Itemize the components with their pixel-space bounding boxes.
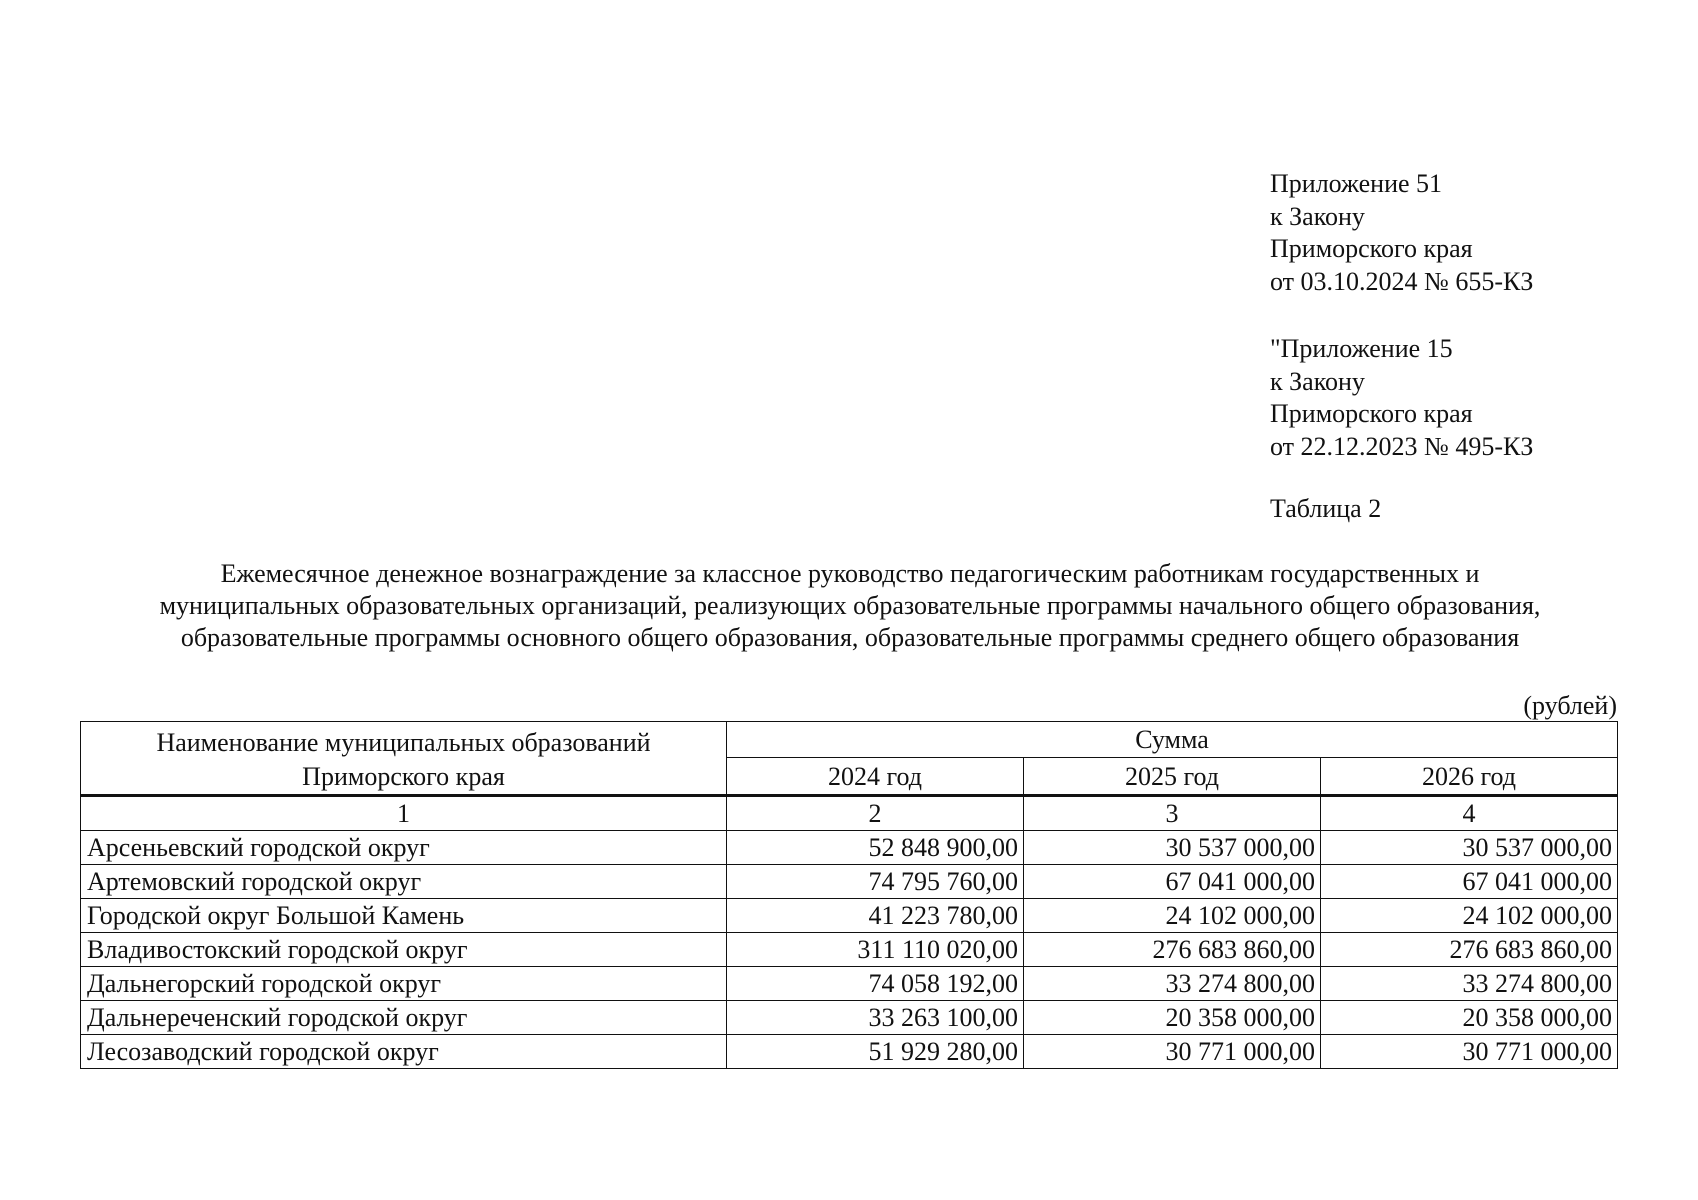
annex-line: от 03.10.2024 № 655-КЗ	[1270, 266, 1534, 296]
title-line: Ежемесячное денежное вознаграждение за классное руководство педагогическим работникам государственных и	[220, 559, 1480, 588]
annex-line: Приложение 51	[1270, 169, 1443, 198]
table-label: Таблица 2	[1270, 494, 1382, 523]
municipality-name: Дальнегорский городской округ	[81, 967, 727, 1001]
amount-2026: 276 683 860,00	[1321, 933, 1618, 967]
amount-2024: 74 795 760,00	[727, 865, 1024, 899]
table-row	[81, 1035, 1618, 1069]
annex-line: к Закону	[1270, 366, 1365, 396]
municipality-name: Владивостокский городской округ	[81, 933, 727, 967]
amount-2025: 67 041 000,00	[1024, 865, 1321, 899]
header-name-line: Приморского края	[302, 762, 505, 791]
table-row	[81, 865, 1618, 899]
annex-line: "Приложение 15	[1270, 334, 1453, 363]
amount-2026: 30 537 000,00	[1321, 831, 1618, 865]
amount-2024: 51 929 280,00	[727, 1035, 1024, 1069]
amount-2025: 24 102 000,00	[1024, 899, 1321, 933]
title-line: образовательные программы основного общего образования, образовательные программы среднего общего образования	[180, 623, 1520, 652]
header-name-line: Наименование муниципальных образований	[156, 728, 651, 757]
amount-2024: 74 058 192,00	[727, 967, 1024, 1001]
header-year-2025: 2025 год	[1024, 758, 1321, 796]
column-number: 4	[1321, 796, 1618, 831]
amount-2025: 20 358 000,00	[1024, 1001, 1321, 1035]
title-line: муниципальных образовательных организаций, реализующих образовательные программы начального общего образования,	[159, 591, 1541, 620]
annex-line: от 22.12.2023 № 495-КЗ	[1270, 431, 1534, 461]
column-number: 3	[1024, 796, 1321, 831]
municipality-name: Городской округ Большой Камень	[81, 899, 727, 933]
allocation-table	[80, 721, 1618, 1069]
table-row	[81, 933, 1618, 967]
municipality-name: Дальнереченский городской округ	[81, 1001, 727, 1035]
annex-original-reference	[1270, 333, 1650, 463]
amount-2024: 52 848 900,00	[727, 831, 1024, 865]
annex-line: Приморского края	[1270, 399, 1473, 428]
column-number-row	[81, 796, 1618, 831]
amount-2026: 30 771 000,00	[1321, 1035, 1618, 1069]
amount-2025: 33 274 800,00	[1024, 967, 1321, 1001]
annex-line: к Закону	[1270, 201, 1365, 231]
annex-current-reference	[1270, 168, 1650, 298]
annex-line: Приморского края	[1270, 234, 1473, 263]
municipality-name: Арсеньевский городской округ	[81, 831, 727, 865]
amount-2025: 30 771 000,00	[1024, 1035, 1321, 1069]
municipality-name: Лесозаводский городской округ	[81, 1035, 727, 1069]
table-row	[81, 831, 1618, 865]
amount-2026: 67 041 000,00	[1321, 865, 1618, 899]
amount-2024: 33 263 100,00	[727, 1001, 1024, 1035]
amount-2024: 311 110 020,00	[727, 933, 1024, 967]
amount-2026: 24 102 000,00	[1321, 899, 1618, 933]
header-year-2026: 2026 год	[1321, 758, 1618, 796]
column-number: 2	[727, 796, 1024, 831]
table-row	[81, 1001, 1618, 1035]
municipality-name: Артемовский городской округ	[81, 865, 727, 899]
header-municipality	[81, 722, 727, 796]
table-row	[81, 899, 1618, 933]
document-title	[60, 558, 1640, 654]
amount-2025: 276 683 860,00	[1024, 933, 1321, 967]
table-header-row	[81, 722, 1618, 758]
amount-2024: 41 223 780,00	[727, 899, 1024, 933]
header-year-2024: 2024 год	[727, 758, 1024, 796]
amount-2026: 33 274 800,00	[1321, 967, 1618, 1001]
table-row	[81, 967, 1618, 1001]
column-number: 1	[81, 796, 727, 831]
amount-2026: 20 358 000,00	[1321, 1001, 1618, 1035]
units-label: (рублей)	[1523, 691, 1617, 720]
header-sum: Сумма	[727, 722, 1618, 758]
amount-2025: 30 537 000,00	[1024, 831, 1321, 865]
